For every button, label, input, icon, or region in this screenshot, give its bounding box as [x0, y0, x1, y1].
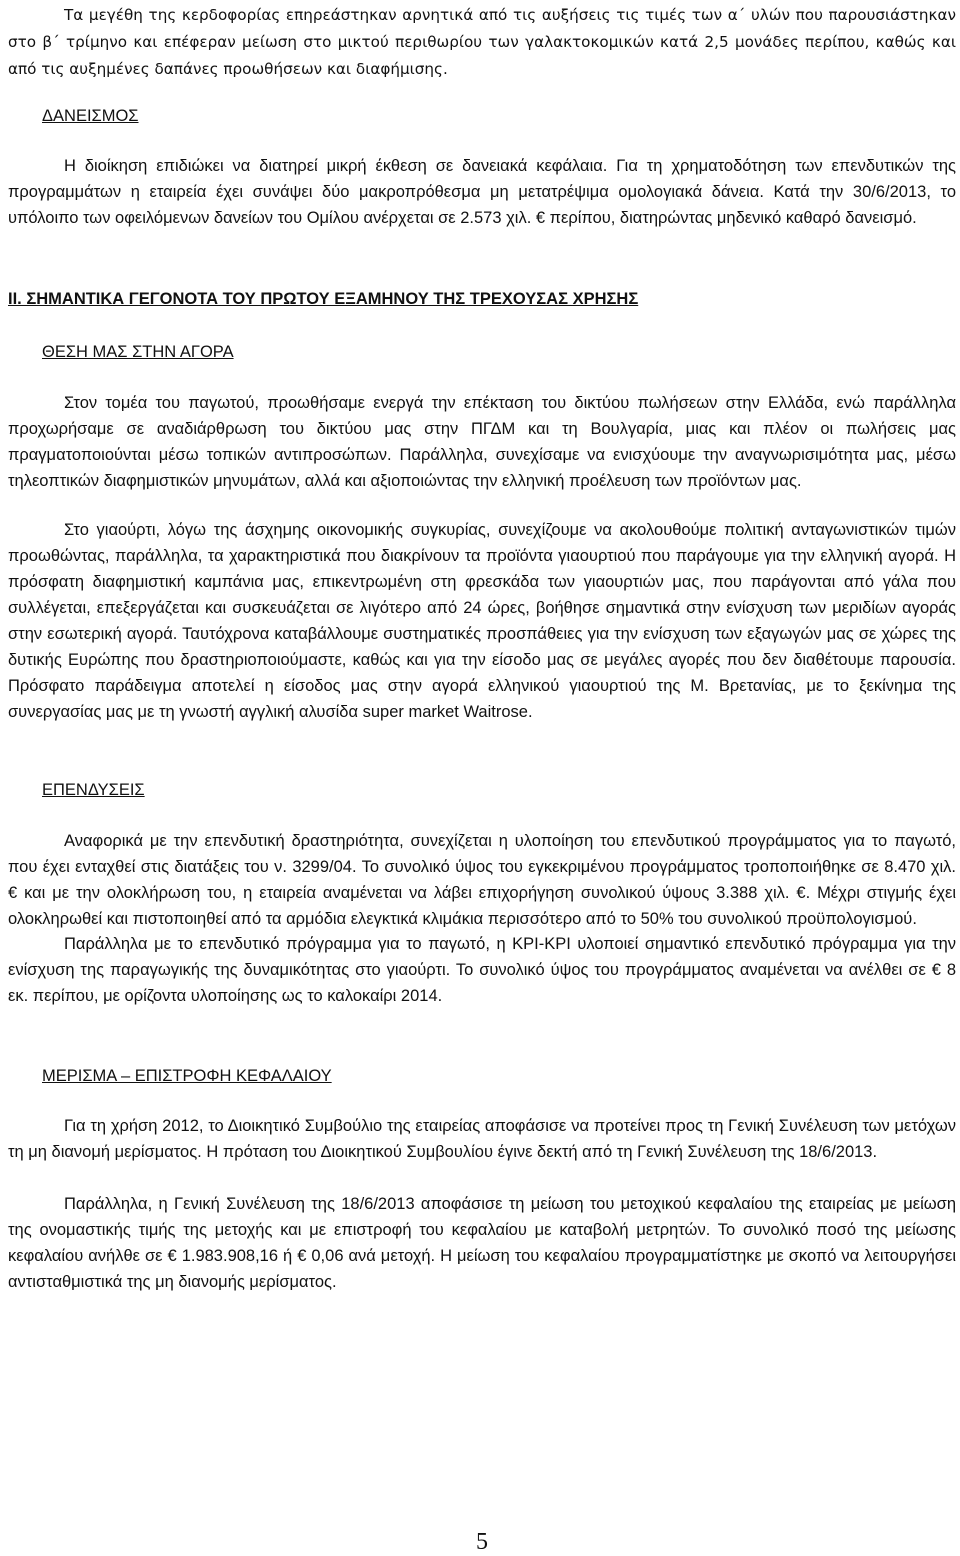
paragraph-ependyseis-1: Αναφορικά με την επενδυτική δραστηριότητα, συνεχίζεται η υλοποίηση του επενδυτικού προγράμματος για το παγωτό, που έχει ενταχθεί στις διατάξεις του ν. 3299/04. Το συνολικό ύψος του εγκεκριμένου προγράμματος τροποποιήθηκε σε 8.470 χιλ. € και με την ολοκλήρωση του, η εταιρεία αναμένεται να λάβει επιχορήγηση συνολικού ύψους 3.388 χιλ. €. Μέχρι στιγμής έχει ολοκληρωθεί και πιστοποιηθεί από τα αρμόδια ελεγκτικά κλιμάκια περισσότερο από το 50% του συνολικού προϋπολογισμού. [8, 832, 956, 928]
paragraph-ependyseis-2: Παράλληλα με το επενδυτικό πρόγραμμα για το παγωτό, η KPI-KPI υλοποιεί σημαντικό επενδυτικό πρόγραμμα για την ενίσχυση της παραγωγικής της δυναμικότητας στο γιαούρτι. Το συνολικό ύψος του προγράμματος αναμένεται να ανέλθει σε € 8 εκ. περίπου, με ορίζοντα υλοποίησης ως το καλοκαίρι 2014. [8, 935, 956, 1005]
intro-paragraph: Τα μεγέθη της κερδοφορίας επηρεάστηκαν αρνητικά από τις αυξήσεις τις τιμές των α΄ υλών που παρουσιάστηκαν στο β΄ τρίμηνο και επέφεραν μείωση στο μικτού περιθωρίου των γαλακτοκομικών κατά 2,5 μονάδες περίπου, καθώς και από τις αυξημένες δαπάνες προωθήσεων και διαφήμισης. [8, 6, 956, 78]
heading-ependyseis: ΕΠΕΝΔΥΣΕΙΣ [42, 781, 145, 799]
heading-merisma: ΜΕΡΙΣΜΑ – ΕΠΙΣΤΡΟΦΗ ΚΕΦΑΛΑΙΟΥ [42, 1067, 332, 1085]
page-number: 5 [476, 1529, 488, 1555]
paragraph-agora-1: Στον τομέα του παγωτού, προωθήσαμε ενεργά την επέκταση του δικτύου πωλήσεων στην Ελλάδα, ενώ παράλληλα προχωρήσαμε σε αναδιάρθρωση του δικτύου μας στην ΠΓΔΜ και τη Βουλγαρία, μιας και πλέον οι πωλήσεις μας πραγματοποιούνται μέσω τοπικών αντιπροσώπων. Παράλληλα, συνεχίσαμε να ενισχύουμε την αναγνωρισιμότητα μας, μέσω τηλεοπτικών διαφημιστικών μηνυμάτων, αλλά και αξιοποιώντας την ελληνική προέλευση των προϊόντων μας. [8, 394, 956, 490]
paragraph-merisma-1: Για τη χρήση 2012, το Διοικητικό Συμβούλιο της εταιρείας αποφάσισε να προτείνει προς τη Γενική Συνέλευση των μετόχων τη μη διανομή μερίσματος. Η πρόταση του Διοικητικού Συμβουλίου έγινε δεκτή από τη Γενική Συνέλευση της 18/6/2013. [8, 1117, 956, 1161]
heading-agora: ΘΕΣΗ ΜΑΣ ΣΤΗΝ ΑΓΟΡΑ [42, 343, 234, 361]
section-title: II. ΣΗΜΑΝΤΙΚΑ ΓΕΓΟΝΟΤΑ ΤΟΥ ΠΡΩΤΟΥ ΕΞΑΜΗΝΟΥ ΤΗΣ ΤΡΕΧΟΥΣΑΣ ΧΡΗΣΗΣ [8, 290, 639, 308]
paragraph-daneismos: Η διοίκηση επιδιώκει να διατηρεί μικρή έκθεση σε δανειακά κεφάλαια. Για τη χρηματοδότηση των επενδυτικών της προγραμμάτων η εταιρεία έχει συνάψει δύο μακροπρόθεσμα μη μετατρέψιμα ομολογιακά δάνεια. Κατά την 30/6/2013, το υπόλοιπο των οφειλόμενων δανείων του Ομίλου ανέρχεται σε 2.573 χιλ. € περίπου, διατηρώντας μηδενικό καθαρό δανεισμό. [8, 157, 956, 227]
paragraph-agora-2: Στο γιαούρτι, λόγω της άσχημης οικονομικής συγκυρίας, συνεχίζουμε να ακολουθούμε πολιτική ανταγωνιστικών τιμών προωθώντας, παράλληλα, τα χαρακτηριστικά που διακρίνουν τα προϊόντα γιαουρτιού που παράγουμε για την ελληνική αγορά. Η πρόσφατη διαφημιστική καμπάνια μας, επικεντρωμένη στη φρεσκάδα των γιαουρτιών μας, που παράγονται από γάλα που συλλέγεται, επεξεργάζεται και συσκευάζεται σε λιγότερο από 24 ώρες, βοήθησε σημαντικά στην ενίσχυση των μεριδίων αγοράς στην εσωτερική αγορά. Ταυτόχρονα καταβάλλουμε συστηματικές προσπάθειες για την ενίσχυση των εξαγωγών μας σε χώρες της δυτικής Ευρώπης που δραστηριοποιούμαστε, καθώς και για την είσοδο μας σε μεγάλες αγορές που δεν διαθέτουμε παρουσία. Πρόσφατο παράδειγμα αποτελεί η είσοδος μας στην αγορά ελληνικού γιαουρτιού της Μ. Βρετανίας, με το ξεκίνημα της συνεργασίας μας με τη γνωστή αγγλική αλυσίδα super market Waitrose. [8, 521, 956, 721]
heading-daneismos: ΔΑΝΕΙΣΜΟΣ [42, 107, 139, 125]
paragraph-merisma-2: Παράλληλα, η Γενική Συνέλευση της 18/6/2013 αποφάσισε τη μείωση του μετοχικού κεφαλαίου της εταιρείας με μείωση της ονομαστικής τιμής της μετοχής και με επιστροφή του κεφαλαίου με καταβολή μετρητών. Το συνολικό ποσό της μείωσης κεφαλαίου ανήλθε σε € 1.983.908,16 ή € 0,06 ανά μετοχή. Η μείωση του κεφαλαίου προγραμματίστηκε με σκοπό να λειτουργήσει αντισταθμιστικά της μη διανομής μερίσματος. [8, 1195, 956, 1291]
